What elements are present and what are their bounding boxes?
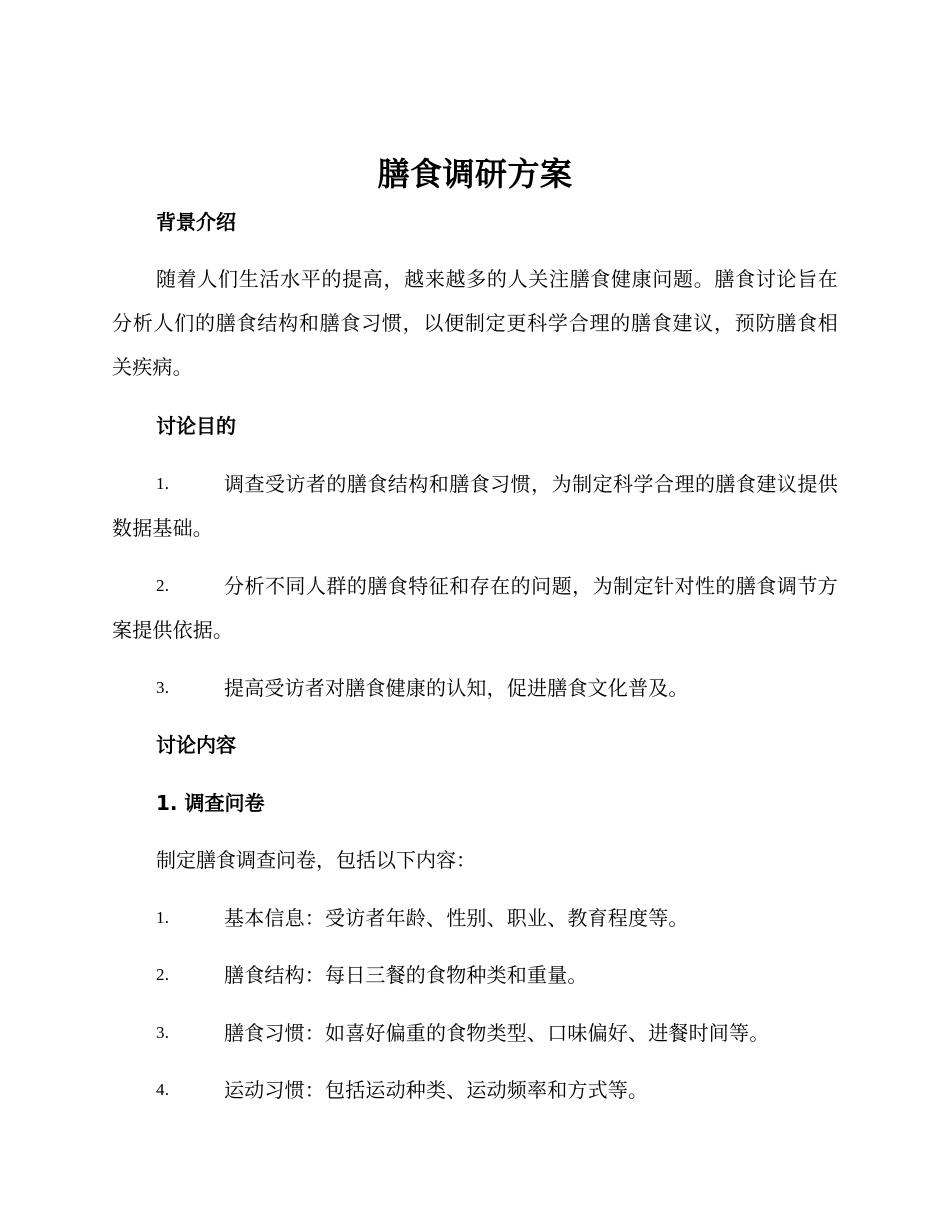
purpose-item-1 xyxy=(112,462,838,550)
list-item-text: 膳食结构：每日三餐的食物种类和重量。 xyxy=(224,963,588,987)
document-title: 膳食调研方案 xyxy=(377,155,573,193)
heading-content: 讨论内容 xyxy=(156,733,236,757)
background-paragraph: 随着人们生活水平的提高，越来越多的人关注膳食健康问题。膳食讨论旨在分析人们的膳食结构和膳食习惯，以便制定更科学合理的膳食建议，预防膳食相关疾病。 xyxy=(112,267,838,379)
list-number: 1. xyxy=(156,908,170,927)
content-intro: 制定膳食调查问卷，包括以下内容： xyxy=(156,848,476,872)
list-number: 3. xyxy=(156,1023,170,1042)
list-number: 2. xyxy=(156,965,170,984)
list-number: 3. xyxy=(156,678,170,697)
list-number: 2. xyxy=(156,576,170,595)
list-item-text: 提高受访者对膳食健康的认知，促进膳食文化普及。 xyxy=(224,676,689,700)
heading-background: 背景介绍 xyxy=(156,210,236,234)
list-number: 1. xyxy=(156,474,170,493)
subheading-questionnaire: 1. 调查问卷 xyxy=(156,791,265,815)
list-item-text: 调查受访者的膳食结构和膳食习惯，为制定科学合理的膳食建议提供数据基础。 xyxy=(112,472,838,540)
purpose-item-2 xyxy=(112,564,838,652)
list-item-text: 基本信息：受访者年龄、性别、职业、教育程度等。 xyxy=(224,906,689,930)
list-number: 4. xyxy=(156,1080,170,1099)
content-item-4 xyxy=(112,1068,838,1112)
list-item-text: 运动习惯：包括运动种类、运动频率和方式等。 xyxy=(224,1078,649,1102)
list-item-text: 膳食习惯：如喜好偏重的食物类型、口味偏好、进餐时间等。 xyxy=(224,1021,770,1045)
heading-purpose: 讨论目的 xyxy=(156,414,236,438)
content-item-3 xyxy=(112,1011,838,1055)
list-item-text: 分析不同人群的膳食特征和存在的问题，为制定针对性的膳食调节方案提供依据。 xyxy=(112,574,838,642)
content-item-1 xyxy=(112,896,838,940)
content-item-2 xyxy=(112,953,838,997)
purpose-item-3 xyxy=(112,666,838,710)
